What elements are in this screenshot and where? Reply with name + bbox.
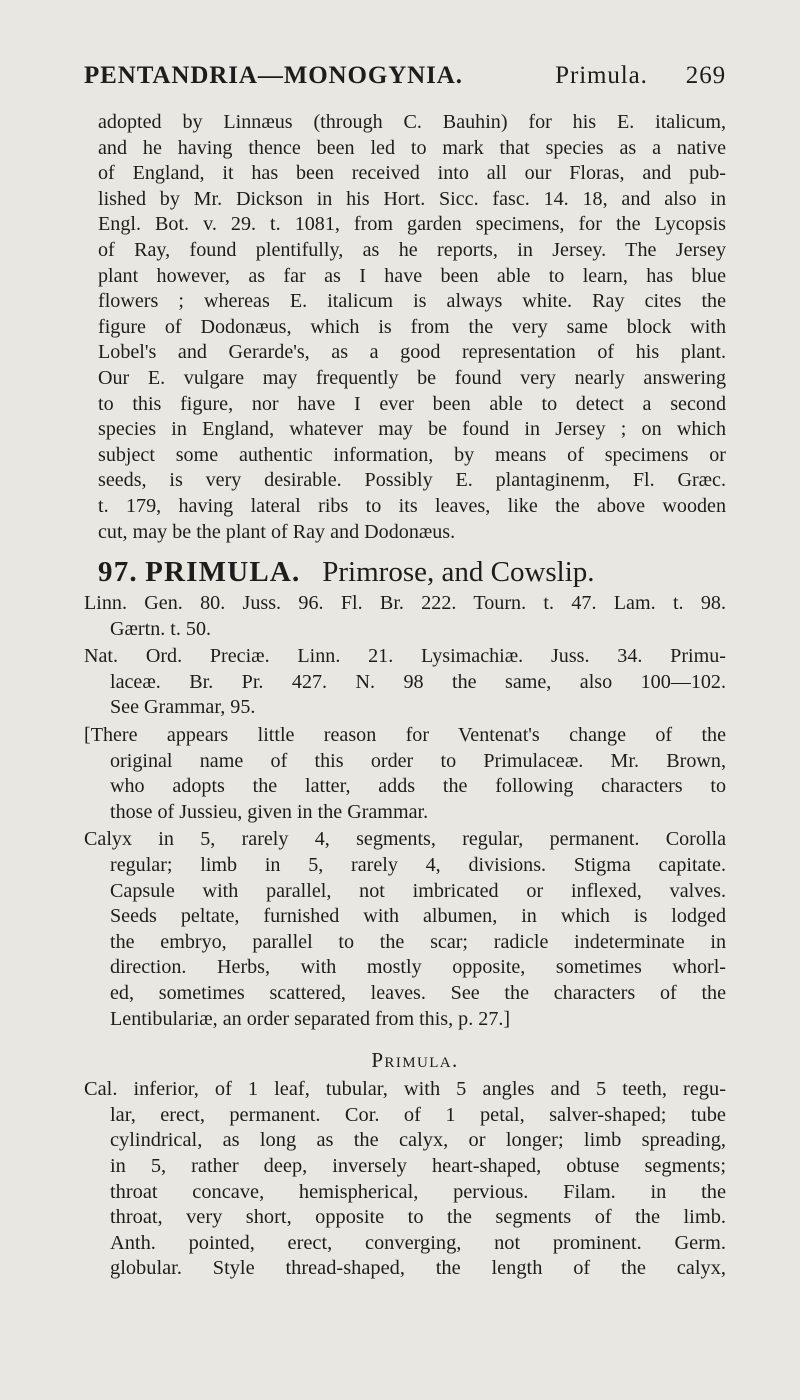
text-line: regular; limb in 5, rarely 4, divisions. Stigma capitate. xyxy=(110,854,726,877)
genus-heading xyxy=(98,555,726,589)
text-line: [There appears little reason for Ventenat's change of the xyxy=(84,724,726,747)
text-line: Calyx in 5, rarely 4, segments, regular, permanent. Corolla xyxy=(84,828,726,851)
text-line: Engl. Bot. v. 29. t. 1081, from garden specimens, for the Lycopsis xyxy=(98,213,726,236)
text-line: of Ray, found plentifully, as he reports, in Jersey. The Jersey xyxy=(98,238,726,261)
genus-common-name: Primrose, and Cowslip. xyxy=(322,556,595,589)
text-line: Nat. Ord. Preciæ. Linn. 21. Lysimachiæ. Juss. 34. Primu- xyxy=(84,645,726,668)
text-line: in 5, rather deep, inversely heart-shaped, obtuse segments; xyxy=(110,1154,726,1177)
text-line: those of Jussieu, given in the Grammar. xyxy=(110,800,429,823)
primula-description xyxy=(84,1077,726,1282)
primula-subheading: Primula. xyxy=(371,1048,459,1073)
text-line: Seeds peltate, furnished with albumen, in which is lodged xyxy=(110,905,726,928)
text-line: plant however, as far as I have been able to learn, has blue xyxy=(98,264,726,287)
text-line: the embryo, parallel to the scar; radicle indeterminate in xyxy=(110,930,726,953)
text-line: ed, sometimes scattered, leaves. See the characters of the xyxy=(110,982,726,1004)
genus-number: 97. xyxy=(98,556,138,589)
text-line: seeds, is very desirable. Possibly E. plantaginenm, Fl. Græc. xyxy=(98,469,726,492)
natural-order-block xyxy=(84,644,726,721)
text-line: to this figure, nor have I ever been able to detect a second xyxy=(98,392,726,415)
text-line: who adopts the latter, adds the following characters to xyxy=(110,775,726,798)
text-line: Lentibulariæ, an order separated from this, p. 27.] xyxy=(110,1007,511,1030)
text-line: species in England, whatever may be found in Jersey ; on which xyxy=(98,418,726,441)
text-line: Linn. Gen. 80. Juss. 96. Fl. Br. 222. Tourn. t. 47. Lam. t. 98. xyxy=(84,592,726,615)
references-block xyxy=(84,591,726,642)
text-line: adopted by Linnæus (through C. Bauhin) for his E. italicum, xyxy=(98,111,726,133)
text-line: Capsule with parallel, not imbricated or inflexed, valves. xyxy=(110,879,726,902)
text-line: cut, may be the plant of Ray and Dodonæus. xyxy=(98,520,456,543)
intro-paragraph xyxy=(98,110,726,545)
text-line: of England, it has been received into all our Floras, and pub- xyxy=(98,162,726,185)
text-line: Our E. vulgare may frequently be found very nearly answering xyxy=(98,366,726,389)
header-genus: Primula. xyxy=(555,62,648,89)
text-line: Cal. inferior, of 1 leaf, tubular, with 5 angles and 5 teeth, regu- xyxy=(84,1078,726,1101)
text-line: flowers ; whereas E. italicum is always white. Ray cites the xyxy=(98,290,726,313)
text-line: lished by Mr. Dickson in his Hort. Sicc. fasc. 14. 18, and also in xyxy=(98,187,726,210)
text-line: See Grammar, 95. xyxy=(110,696,256,719)
text-line: direction. Herbs, with mostly opposite, sometimes whorl- xyxy=(110,956,726,979)
text-line: Gærtn. t. 50. xyxy=(110,617,212,640)
genus-name: PRIMULA. xyxy=(145,556,301,589)
order-characters xyxy=(84,827,726,1032)
text-line: throat, very short, opposite to the segments of the limb. xyxy=(110,1206,726,1229)
page-number: 269 xyxy=(685,62,726,89)
text-line: laceæ. Br. Pr. 427. N. 98 the same, also 100—102. xyxy=(110,670,726,693)
text-line: subject some authentic information, by means of specimens or xyxy=(98,443,726,466)
text-line: lar, erect, permanent. Cor. of 1 petal, salver-shaped; tube xyxy=(110,1103,726,1126)
text-line: cylindrical, as long as the calyx, or longer; limb spreading, xyxy=(110,1129,726,1152)
text-line: original name of this order to Primulaceæ. Mr. Brown, xyxy=(110,749,726,772)
text-line: t. 179, having lateral ribs to its leaves, like the above wooden xyxy=(98,494,726,517)
header-right xyxy=(555,62,726,90)
text-line: throat concave, hemispherical, pervious. Filam. in the xyxy=(110,1180,726,1203)
running-header xyxy=(84,62,726,102)
bracket-note xyxy=(84,723,726,825)
text-line: figure of Dodonæus, which is from the very same block with xyxy=(98,315,726,338)
text-line: Anth. pointed, erect, converging, not prominent. Germ. xyxy=(110,1231,726,1254)
text-line: and he having thence been led to mark that species as a native xyxy=(98,136,726,159)
header-title: PENTANDRIA—MONOGYNIA. xyxy=(84,62,463,89)
text-line: Lobel's and Gerarde's, as a good representation of his plant. xyxy=(98,341,726,364)
text-line: globular. Style thread-shaped, the length of the calyx, xyxy=(110,1257,726,1280)
